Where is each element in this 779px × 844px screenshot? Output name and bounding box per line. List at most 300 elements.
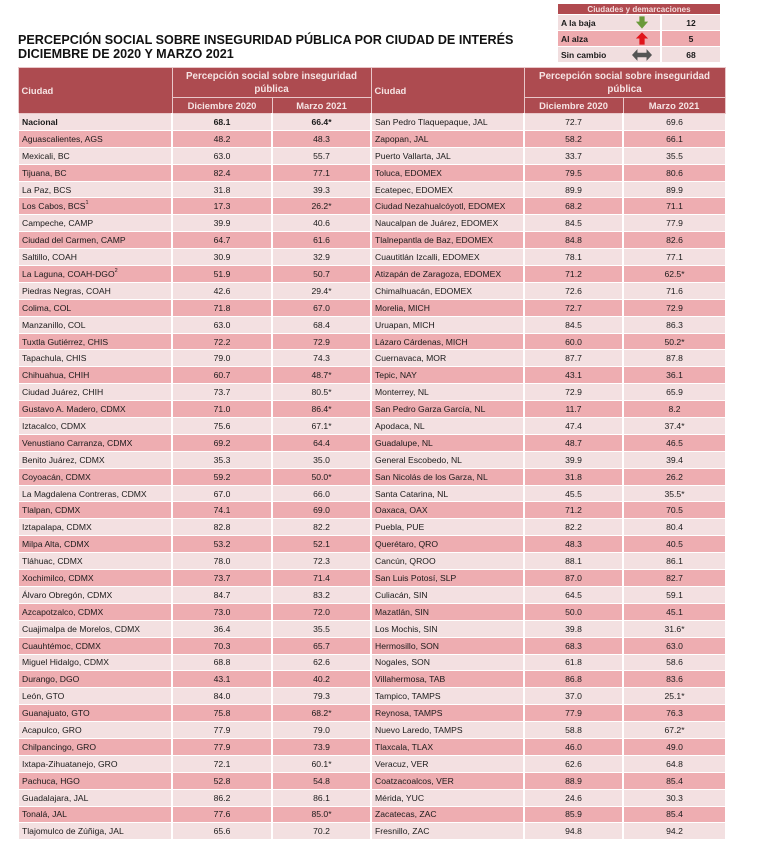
mar-2021-cell	[272, 147, 371, 164]
city-cell	[18, 198, 172, 215]
dic-2020-cell	[524, 350, 623, 367]
city-cell	[18, 468, 172, 485]
mar-2021-cell	[623, 333, 725, 350]
city-cell	[371, 688, 524, 705]
city-cell	[18, 434, 172, 451]
city-cell-text: General Escobedo, NL	[375, 454, 462, 465]
dic-2020-cell-text: 87.0	[565, 572, 582, 583]
mar-2021-cell-text: 72.0	[313, 606, 330, 617]
mar-2021-cell-text: 77.1	[313, 167, 330, 178]
mar-2021-cell-text: 45.1	[666, 606, 683, 617]
city-cell	[371, 519, 524, 536]
dic-2020-cell	[524, 367, 623, 384]
mar-2021-cell-text: 25.1*	[664, 691, 685, 702]
mar-2021-cell-text: 31.6*	[664, 623, 685, 634]
dic-2020-cell-text: 75.6	[213, 420, 231, 431]
footnote-marker: 2	[114, 267, 118, 274]
city-cell-text: Zapopan, JAL	[375, 133, 429, 144]
mar-2021-cell	[272, 468, 371, 485]
city-cell-text: Tampico, TAMPS	[375, 691, 441, 702]
table-row	[18, 823, 725, 840]
mar-2021-cell-text: 35.5*	[664, 488, 685, 499]
dic-2020-cell	[172, 434, 272, 451]
dic-2020-cell	[172, 215, 272, 232]
dic-2020-cell	[172, 637, 272, 654]
mar-2021-cell	[623, 536, 725, 553]
city-cell	[371, 468, 524, 485]
mar-2021-cell-text: 83.2	[313, 589, 330, 600]
mar-2021-cell	[272, 536, 371, 553]
city-cell-text: La Magdalena Contreras, CDMX	[22, 488, 147, 499]
mar-2021-cell	[623, 586, 725, 603]
mar-2021-cell	[272, 401, 371, 418]
mar-2021-cell	[623, 434, 725, 451]
legend-row-up	[558, 31, 720, 47]
dic-2020-cell-text: 51.9	[213, 268, 231, 279]
city-cell	[371, 637, 524, 654]
city-cell-text: Santa Catarina, NL	[375, 488, 449, 499]
city-cell-text: Puerto Vallarta, JAL	[375, 150, 451, 161]
legend-row-same	[558, 47, 720, 63]
dic-2020-cell	[172, 198, 272, 215]
mar-2021-cell-text: 79.3	[313, 691, 330, 702]
dic-2020-cell	[524, 671, 623, 688]
dic-2020-cell-text: 84.7	[213, 589, 231, 600]
mar-2021-cell-text: 73.9	[313, 741, 330, 752]
dic-2020-cell	[524, 249, 623, 266]
mar-2021-cell	[623, 654, 725, 671]
table-row	[18, 249, 725, 266]
mar-2021-cell-text: 76.3	[666, 708, 683, 719]
dic-2020-cell-text: 73.7	[213, 387, 231, 398]
dic-2020-cell-text: 30.9	[213, 252, 231, 263]
dic-2020-cell	[524, 502, 623, 519]
dic-2020-cell-text: 86.2	[213, 792, 231, 803]
table-row	[18, 806, 725, 823]
city-cell-text: Iztapalapa, CDMX	[22, 522, 92, 533]
city-cell-text: La Laguna, COAH-DGO	[22, 268, 115, 279]
table-row	[18, 536, 725, 553]
dic-2020-cell-text: 72.7	[565, 302, 582, 313]
table-row	[18, 502, 725, 519]
dic-2020-cell-text: 78.1	[565, 252, 582, 263]
dic-2020-cell	[172, 232, 272, 249]
legend-header: Ciudades y demarcaciones	[558, 4, 720, 15]
table-row	[18, 299, 725, 316]
dic-2020-cell-text: 77.9	[565, 708, 582, 719]
mar-2021-cell	[272, 198, 371, 215]
dic-2020-cell-text: 46.0	[565, 741, 582, 752]
city-cell-text: Ixtapa-Zihuatanejo, GRO	[22, 758, 118, 769]
city-cell	[18, 620, 172, 637]
dic-2020-cell	[524, 536, 623, 553]
city-cell	[371, 722, 524, 739]
city-cell-text: Los Cabos, BCS	[22, 201, 86, 212]
city-cell-text: Ecatepec, EDOMEX	[375, 184, 453, 195]
dic-2020-cell	[524, 688, 623, 705]
mar-2021-cell	[623, 401, 725, 418]
city-cell-text: Guanajuato, GTO	[22, 708, 90, 719]
dic-2020-cell-text: 89.9	[565, 184, 582, 195]
dic-2020-cell-text: 60.0	[565, 336, 582, 347]
mar-2021-cell	[623, 705, 725, 722]
city-cell	[371, 671, 524, 688]
city-cell	[371, 130, 524, 147]
table-row	[18, 637, 725, 654]
mar-2021-cell	[623, 266, 725, 283]
mar-2021-cell-text: 69.0	[313, 505, 330, 516]
city-cell	[18, 266, 172, 283]
city-cell-text: Coyoacán, CDMX	[22, 471, 91, 482]
city-cell	[371, 266, 524, 283]
mar-2021-cell	[623, 823, 725, 840]
legend-label: A la baja	[558, 15, 624, 31]
city-cell	[371, 755, 524, 772]
dic-2020-cell	[524, 468, 623, 485]
city-cell-text: Iztacalco, CDMX	[22, 420, 86, 431]
dic-2020-cell	[172, 620, 272, 637]
city-cell-text: Miguel Hidalgo, CDMX	[22, 657, 109, 668]
dic-2020-cell-text: 36.4	[213, 623, 231, 634]
mar-2021-cell	[272, 705, 371, 722]
dic-2020-cell	[524, 266, 623, 283]
city-cell	[18, 722, 172, 739]
city-cell-text: Guadalajara, JAL	[22, 792, 89, 803]
dic-2020-cell-text: 73.7	[213, 572, 231, 583]
city-cell	[18, 688, 172, 705]
city-cell	[18, 570, 172, 587]
mar-2021-cell	[623, 789, 725, 806]
arrow-down-icon	[624, 15, 661, 31]
city-cell	[18, 350, 172, 367]
mar-2021-cell	[272, 738, 371, 755]
dic-2020-cell	[172, 789, 272, 806]
city-cell	[371, 553, 524, 570]
city-cell	[18, 603, 172, 620]
dic-2020-cell-text: 37.0	[565, 691, 582, 702]
city-cell-text: Querétaro, QRO	[375, 539, 439, 550]
dic-2020-cell-text: 61.8	[565, 657, 582, 668]
city-cell-text: Cuautitlán Izcalli, EDOMEX	[375, 252, 480, 263]
city-cell-text: Culiacán, SIN	[375, 589, 428, 600]
mar-2021-cell-text: 80.5*	[311, 387, 332, 398]
dic-2020-cell-text: 72.6	[565, 285, 582, 296]
mar-2021-cell	[623, 384, 725, 401]
dic-2020-cell-text: 82.2	[565, 522, 582, 533]
dic-2020-cell-text: 72.9	[565, 387, 582, 398]
city-cell-text: Campeche, CAMP	[22, 218, 94, 229]
city-cell-text: Oaxaca, OAX	[375, 505, 428, 516]
city-cell-text: Cancún, QROO	[375, 556, 436, 567]
city-cell	[371, 232, 524, 249]
dic-2020-cell	[524, 755, 623, 772]
mar-2021-cell-text: 60.1*	[311, 758, 332, 769]
city-cell	[371, 249, 524, 266]
dic-2020-cell-text: 82.8	[213, 522, 231, 533]
city-cell-text: Gustavo A. Madero, CDMX	[22, 404, 126, 415]
mar-2021-cell	[272, 485, 371, 502]
city-cell	[371, 114, 524, 131]
city-cell	[371, 823, 524, 840]
mar-2021-cell	[272, 164, 371, 181]
dic-2020-cell	[524, 620, 623, 637]
table-row	[18, 198, 725, 215]
mar-2021-cell-text: 70.5	[666, 505, 683, 516]
mar-2021-cell-text: 8.2	[668, 404, 681, 415]
city-cell	[18, 114, 172, 131]
mar-2021-cell	[272, 215, 371, 232]
table-row	[18, 282, 725, 299]
city-cell	[18, 705, 172, 722]
mar-2021-cell	[623, 367, 725, 384]
dic-2020-cell	[172, 603, 272, 620]
city-cell-text: San Pedro Garza García, NL	[375, 404, 486, 415]
dic-2020-cell	[172, 401, 272, 418]
mar-2021-cell	[272, 282, 371, 299]
city-cell	[371, 451, 524, 468]
city-cell-text: Venustiano Carranza, CDMX	[22, 437, 133, 448]
city-cell	[371, 654, 524, 671]
city-cell-text: Cuajimalpa de Morelos, CDMX	[22, 623, 140, 634]
table-row	[18, 519, 725, 536]
table-row	[18, 772, 725, 789]
table-row	[18, 722, 725, 739]
table-row	[18, 789, 725, 806]
mar-2021-cell	[272, 350, 371, 367]
dic-2020-cell-text: 39.9	[213, 218, 231, 229]
mar-2021-cell-text: 67.2*	[664, 725, 685, 735]
city-cell	[371, 586, 524, 603]
dic-2020-cell	[524, 637, 623, 654]
mar-2021-cell	[272, 722, 371, 739]
city-cell-text: Tijuana, BC	[22, 167, 67, 178]
city-cell	[18, 130, 172, 147]
city-cell	[18, 164, 172, 181]
city-cell	[18, 418, 172, 435]
mar-2021-cell	[623, 215, 725, 232]
mar-2021-cell-text: 55.7	[313, 150, 330, 161]
dic-2020-cell	[524, 705, 623, 722]
mar-2021-cell	[623, 316, 725, 333]
city-cell	[18, 299, 172, 316]
dic-2020-cell	[172, 299, 272, 316]
mar-2021-cell-text: 67.1*	[311, 420, 332, 431]
mar-2021-cell-text: 70.2	[313, 826, 330, 837]
title-line-2: DICIEMBRE DE 2020 Y MARZO 2021	[18, 46, 234, 61]
city-cell-text: Cuernavaca, MOR	[375, 353, 447, 364]
city-cell-text: Zacatecas, ZAC	[375, 809, 437, 820]
mar-2021-cell-text: 58.6	[666, 657, 683, 668]
dic-2020-cell	[524, 603, 623, 620]
city-cell	[18, 806, 172, 823]
footnote-marker: 1	[85, 200, 89, 207]
mar-2021-cell	[272, 130, 371, 147]
city-cell-text: Ciudad Nezahualcóyotl, EDOMEX	[375, 201, 506, 212]
dic-2020-cell	[172, 536, 272, 553]
city-cell-text: Toluca, EDOMEX	[375, 167, 442, 178]
mar-2021-cell-text: 86.1	[313, 792, 330, 803]
dic-2020-cell	[172, 282, 272, 299]
mar-2021-cell-text: 54.8	[313, 775, 330, 786]
mar-2021-cell	[272, 519, 371, 536]
mar-2021-cell	[272, 451, 371, 468]
mar-2021-cell-text: 68.4	[313, 319, 330, 330]
city-cell	[371, 418, 524, 435]
mar-2021-cell	[623, 570, 725, 587]
arrow-up-icon	[624, 31, 661, 47]
table-row	[18, 485, 725, 502]
city-cell-text: Cuauhtémoc, CDMX	[22, 640, 101, 651]
dic-2020-cell-text: 82.4	[213, 167, 231, 178]
mar-2021-cell	[272, 755, 371, 772]
dic-2020-cell-text: 71.0	[213, 404, 231, 415]
city-cell	[371, 282, 524, 299]
mar-2021-cell	[623, 502, 725, 519]
dic-2020-cell-text: 71.8	[213, 302, 231, 313]
city-cell-text: Mérida, YUC	[375, 792, 425, 803]
city-cell-text: Villahermosa, TAB	[375, 674, 446, 685]
dic-2020-cell	[172, 451, 272, 468]
dic-2020-cell-text: 43.1	[213, 674, 231, 685]
city-cell	[18, 586, 172, 603]
dic-2020-cell	[524, 299, 623, 316]
dic-2020-cell-text: 79.0	[213, 353, 231, 364]
mar-2021-cell-text: 50.7	[313, 268, 330, 279]
city-cell	[18, 536, 172, 553]
mar-2021-cell-text: 72.9	[666, 302, 683, 313]
city-cell-text: Acapulco, GRO	[22, 725, 82, 735]
dic-2020-cell	[172, 468, 272, 485]
mar-2021-cell-text: 71.1	[666, 201, 683, 212]
city-cell	[18, 215, 172, 232]
dic-2020-cell-text: 42.6	[213, 285, 231, 296]
mar-2021-cell	[623, 114, 725, 131]
mar-2021-cell	[272, 586, 371, 603]
mar-2021-cell-text: 35.5	[313, 623, 330, 634]
legend-value: 12	[661, 15, 720, 31]
mar-2021-cell	[623, 299, 725, 316]
mar-2021-cell	[272, 637, 371, 654]
dic-2020-cell-text: 72.1	[213, 758, 231, 769]
dic-2020-cell-text: 17.3	[213, 201, 231, 212]
mar-2021-cell	[623, 637, 725, 654]
mar-2021-cell-text: 50.0*	[311, 471, 332, 482]
city-cell	[371, 350, 524, 367]
mar-2021-cell	[623, 147, 725, 164]
table-row	[18, 130, 725, 147]
mar-2021-cell-text: 49.0	[666, 741, 683, 752]
city-cell	[18, 654, 172, 671]
city-cell	[18, 519, 172, 536]
mar-2021-cell-text: 66.0	[313, 488, 330, 499]
mar-2021-cell-text: 77.1	[666, 252, 683, 263]
mar-2021-cell-text: 61.6	[313, 235, 330, 246]
dic-2020-cell-text: 45.5	[565, 488, 582, 499]
mar-2021-cell	[623, 620, 725, 637]
mar-2021-cell-text: 40.6	[313, 218, 330, 229]
city-cell	[371, 181, 524, 198]
table-row	[18, 384, 725, 401]
dic-2020-cell-text: 31.8	[565, 471, 582, 482]
dic-2020-cell	[172, 570, 272, 587]
city-cell	[18, 772, 172, 789]
mar-2021-cell-text: 29.4*	[311, 285, 332, 296]
table-row	[18, 333, 725, 350]
city-cell-text: Tlaxcala, TLAX	[375, 741, 434, 752]
dic-2020-cell-text: 64.7	[213, 235, 231, 246]
city-cell-text: Chilpancingo, GRO	[22, 741, 97, 752]
dic-2020-cell	[172, 130, 272, 147]
header-city-left: Ciudad	[18, 68, 172, 114]
dic-2020-cell-text: 74.1	[213, 505, 231, 516]
dic-2020-cell-text: 68.3	[565, 640, 582, 651]
dic-2020-cell	[524, 451, 623, 468]
dic-2020-cell	[172, 316, 272, 333]
city-cell-text: Azcapotzalco, CDMX	[22, 606, 104, 617]
city-cell	[18, 502, 172, 519]
city-cell-text: Chihuahua, CHIH	[22, 370, 90, 381]
city-cell-text: Milpa Alta, CDMX	[22, 539, 90, 550]
mar-2021-cell	[623, 519, 725, 536]
city-cell-text: Atizapán de Zaragoza, EDOMEX	[375, 268, 502, 279]
legend-value: 68	[661, 47, 720, 63]
dic-2020-cell	[172, 181, 272, 198]
city-cell-text: Tlalpan, CDMX	[22, 505, 81, 516]
dic-2020-cell	[172, 147, 272, 164]
city-cell	[371, 333, 524, 350]
city-cell-text: León, GTO	[22, 691, 65, 702]
dic-2020-cell	[172, 688, 272, 705]
dic-2020-cell	[524, 823, 623, 840]
mar-2021-cell-text: 36.1	[666, 370, 683, 381]
dic-2020-cell	[524, 130, 623, 147]
mar-2021-cell	[272, 434, 371, 451]
city-cell	[18, 181, 172, 198]
city-cell-text: Aguascalientes, AGS	[22, 133, 103, 144]
dic-2020-cell	[524, 401, 623, 418]
mar-2021-cell-text: 82.2	[313, 522, 330, 533]
mar-2021-cell	[272, 384, 371, 401]
dic-2020-cell	[524, 485, 623, 502]
mar-2021-cell	[272, 232, 371, 249]
city-cell-text: Guadalupe, NL	[375, 437, 433, 448]
city-cell	[18, 384, 172, 401]
dic-2020-cell-text: 39.9	[565, 454, 582, 465]
mar-2021-cell	[272, 299, 371, 316]
dic-2020-cell-text: 88.9	[565, 775, 582, 786]
mar-2021-cell	[623, 249, 725, 266]
mar-2021-cell	[272, 249, 371, 266]
table-row	[18, 232, 725, 249]
city-cell	[18, 316, 172, 333]
dic-2020-cell	[172, 418, 272, 435]
dic-2020-cell-text: 75.8	[213, 708, 231, 719]
dic-2020-cell-text: 77.9	[213, 741, 231, 752]
header-dic-right: Diciembre 2020	[524, 98, 623, 114]
table-row	[18, 468, 725, 485]
city-cell	[18, 367, 172, 384]
dic-2020-cell-text: 58.2	[565, 133, 582, 144]
dic-2020-cell	[172, 823, 272, 840]
city-cell	[18, 249, 172, 266]
city-cell	[371, 570, 524, 587]
mar-2021-cell-text: 40.5	[666, 539, 683, 550]
mar-2021-cell-text: 80.4	[666, 522, 683, 533]
table-row	[18, 688, 725, 705]
mar-2021-cell	[623, 198, 725, 215]
mar-2021-cell	[623, 468, 725, 485]
city-cell	[18, 637, 172, 654]
